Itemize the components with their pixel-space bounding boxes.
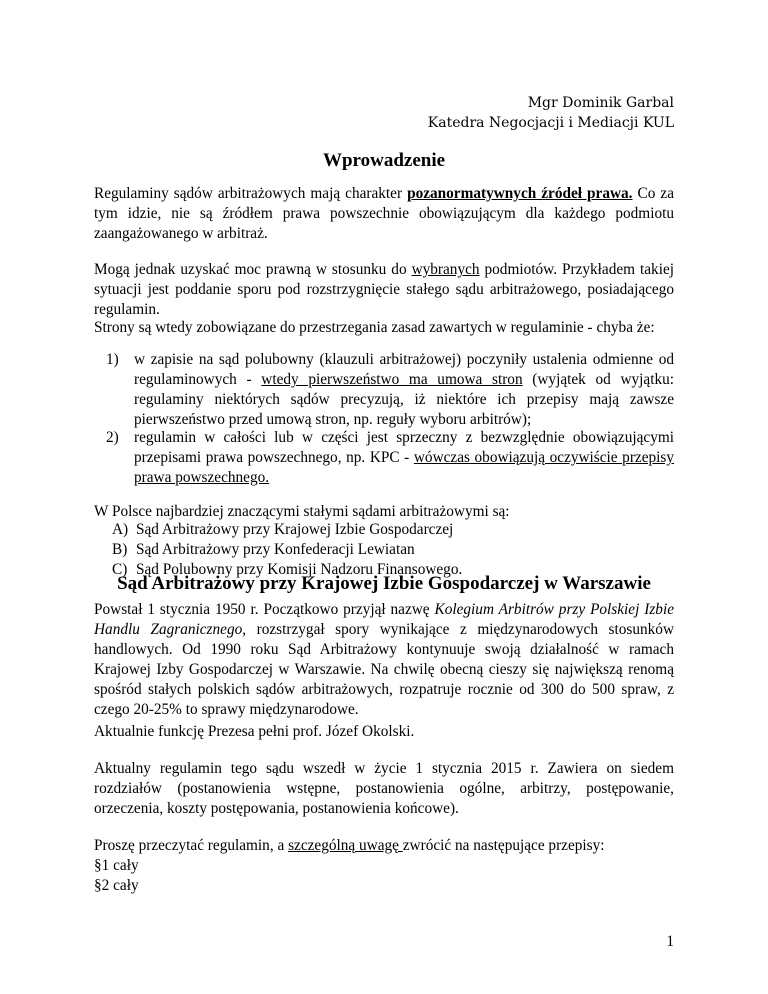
list-item <box>112 540 462 560</box>
text-span: Powstał 1 stycznia 1950 r. Początkowo przyjął nazwę <box>94 601 435 618</box>
italic-text: Kolegium Arbitrów przy Polskiej Izbie Handlu Zagranicznego <box>94 601 674 638</box>
text-span: Co za tym idzie, nie są źródłem prawa powszechnie obowiązującym dla każdego podmiotu zaangażowanego w arbitraż. <box>94 185 674 242</box>
paragraph-3: Strony są wtedy zobowiązane do przestrzegania zasad zawartych w regulaminie - chyba że: <box>94 319 655 336</box>
court-name: Sąd Arbitrażowy przy Konfederacji Lewiatan <box>136 541 415 558</box>
text-span: podmiotów. Przykładem takiej sytuacji jest poddanie sporu pod rozstrzygnięcie stałego sądu arbitrażowego, posiadającego regulamin. <box>94 261 674 318</box>
text-span: Mogą jednak uzyskać moc prawną w stosunku do <box>94 261 412 278</box>
list-letter: B) <box>112 541 128 558</box>
court-name: Sąd Arbitrażowy przy Krajowej Izbie Gospodarczej <box>136 521 454 538</box>
list-letter: A) <box>112 521 129 538</box>
rule-item: §2 cały <box>94 877 139 894</box>
underlined-text: wybranych <box>411 261 480 278</box>
list-number: 2) <box>106 429 119 446</box>
emphasis-text: pozanormatywnych źródeł prawa. <box>407 185 633 202</box>
court-name: Sąd Polubowny przy Komisji Nadzoru Finansowego. <box>136 561 463 578</box>
underlined-text: wówczas obowiązują oczywiście przepisy prawa powszechnego. <box>134 449 674 486</box>
paragraph-6: Aktualnie funkcję Prezesa pełni prof. Józef Okolski. <box>94 723 415 740</box>
author-name: Mgr Dominik Garbal <box>527 95 674 111</box>
text-span: w zapisie na sąd polubowny (klauzuli arbitrażowej) poczyniły ustalenia odmienne od regulaminowych - <box>134 351 674 388</box>
list-item <box>112 520 462 540</box>
underlined-text: wtedy pierwszeństwo ma umowa stron <box>261 371 523 388</box>
list-number: 1) <box>106 351 119 368</box>
paragraph-1 <box>94 184 674 244</box>
section-title-intro: Wprowadzenie <box>322 150 446 171</box>
paragraph-5 <box>94 600 674 720</box>
underlined-text: szczególną uwagę <box>288 837 403 854</box>
author-block <box>428 93 674 133</box>
courts-list <box>112 520 462 580</box>
list-item <box>106 350 674 430</box>
text-span: Proszę przeczytać regulamin, a <box>94 837 289 854</box>
paragraph-8 <box>94 836 674 896</box>
list-letter: C) <box>112 561 128 578</box>
list-item <box>106 428 674 488</box>
section-title-kig: Sąd Arbitrażowy przy Krajowej Izbie Gospodarczej w Warszawie <box>117 573 651 594</box>
author-affiliation: Katedra Negocjacji i Mediacji KUL <box>427 115 674 131</box>
text-span: regulamin w całości lub w części jest sprzeczny z bezwzględnie obowiązującymi przepisami prawa powszechnego, np. KPC - <box>134 429 674 466</box>
text-span: Regulaminy sądów arbitrażowych mają charakter <box>94 185 408 202</box>
paragraph-2 <box>94 260 674 320</box>
exception-list-item-2 <box>106 428 674 488</box>
text-span: (wyjątek od wyjątku: regulaminy niektórych sądów precyzują, iż niektóre ich przepisy mają zawsze pierwszeństwo przed umową stron, np. reguły wyboru arbitrów); <box>134 371 675 428</box>
paragraph-4: W Polsce najbardziej znaczącymi stałymi sądami arbitrażowymi są: <box>94 503 510 520</box>
rule-item: §1 cały <box>94 857 139 874</box>
instruction-line <box>94 836 674 856</box>
paragraph-7: Aktualny regulamin tego sądu wszedł w życie 1 stycznia 2015 r. Zawiera on siedem rozdziałów (postanowienia wstępne, postanowienia ogólne, arbitrzy, postępowanie, orzeczenia, koszty postępowania, postanowienia końcowe). <box>94 760 674 817</box>
text-span: , rozstrzygał spory wynikające z międzynarodowych stosunków handlowych. Od 1990 roku Sąd Arbitrażowy kontynuuje swoją działalność w ramach Krajowej Izby Gospodarczej w Warszawie. Na chwilę obecną cieszy się największą renomą spośród stałych polskich sądów arbitrażowych, rozpatruje rocznie od 300 do 500 spraw, z czego 20-25% to sprawy międzynarodowe. <box>94 621 674 718</box>
exception-list-item-1 <box>106 350 674 430</box>
text-span: zwrócić na następujące przepisy: <box>402 837 605 854</box>
page-number: 1 <box>666 933 674 950</box>
